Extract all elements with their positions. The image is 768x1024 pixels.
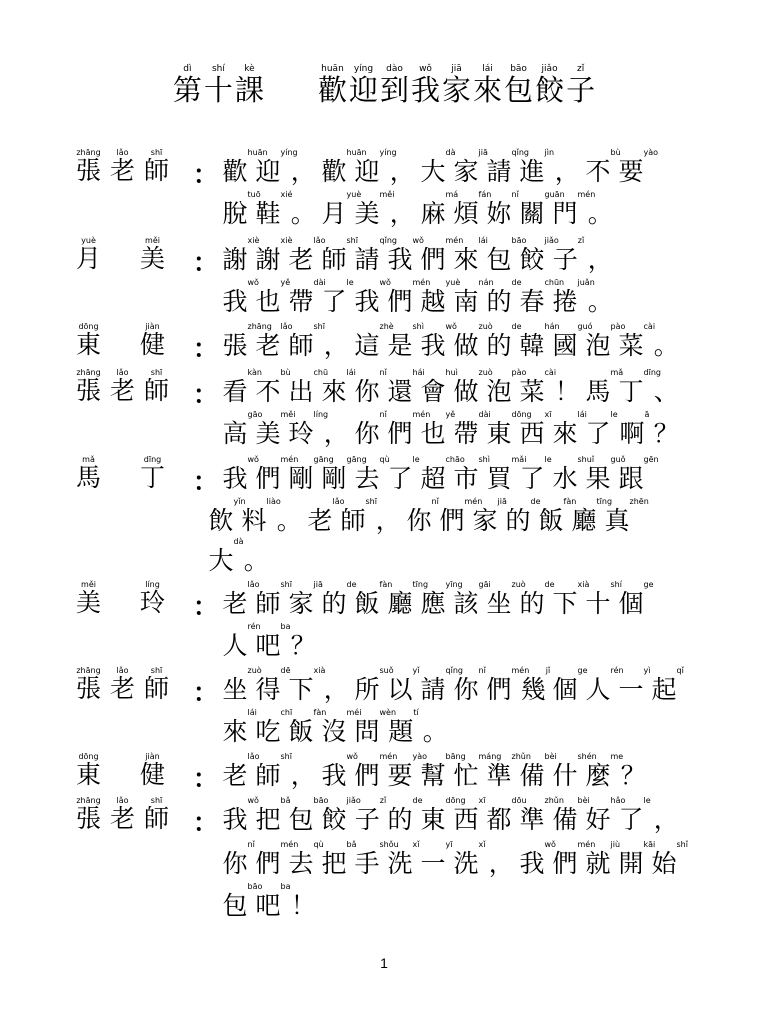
- line-char: ！: [290, 891, 316, 920]
- line-char: 我wǒ: [222, 796, 259, 834]
- speaker-colon: ：: [193, 248, 219, 277]
- line-char: ，: [290, 157, 316, 186]
- line-char: 老lǎo: [307, 497, 345, 535]
- line-char: 坐zuò: [486, 580, 526, 618]
- speaker-char: 美měi: [140, 236, 166, 273]
- line-char: 一yì: [618, 666, 651, 704]
- line-char: 看kàn: [222, 368, 262, 406]
- line-char: ，: [323, 419, 349, 448]
- line-char: 門mén: [552, 190, 596, 228]
- line-char: 們mén: [387, 278, 431, 316]
- speaker-name: [76, 148, 178, 187]
- line-char: 幫bāng: [420, 752, 466, 790]
- line-char: 鞋xié: [255, 190, 293, 228]
- speaker-char: 玲líng: [140, 580, 166, 617]
- line-char: 老lǎo: [222, 580, 260, 618]
- line-char: 我wǒ: [321, 752, 358, 790]
- line-char: 迎yíng: [255, 148, 298, 186]
- line-char: 準zhǔn: [519, 796, 564, 834]
- line-char: 們mén: [486, 666, 530, 704]
- dialogue-line: [222, 580, 654, 619]
- line-char: 丁dīng: [618, 368, 661, 406]
- line-char: 南nán: [453, 278, 494, 316]
- line-char: 師shī: [340, 497, 377, 535]
- title-char: 子zǐ: [566, 64, 596, 107]
- speaker-char: 丁dīng: [140, 455, 166, 492]
- dialogue-line: [222, 148, 659, 187]
- dialogue-line: [222, 708, 453, 747]
- line-char: 高gāo: [222, 410, 263, 448]
- line-char: 餃jiǎo: [519, 236, 559, 274]
- line-char: 就jiù: [585, 840, 621, 878]
- line-char: ，: [389, 199, 415, 228]
- line-char: 們mén: [354, 752, 398, 790]
- title-char: 歡huān: [317, 64, 347, 107]
- line-char: 脫tuō: [222, 190, 261, 228]
- line-char: 你nǐ: [354, 410, 387, 448]
- line-char: 得dē: [255, 666, 291, 704]
- line-char: 韓hán: [519, 322, 560, 360]
- line-char: 下xià: [288, 666, 326, 704]
- line-char: 不bù: [585, 148, 621, 186]
- line-char: 出chū: [288, 368, 329, 406]
- line-char: 做zuò: [453, 368, 493, 406]
- line-char: 了le: [321, 278, 354, 316]
- line-char: 菜cài: [618, 322, 656, 360]
- speaker-char: 師shī: [144, 368, 170, 405]
- speaker-colon: ：: [193, 467, 219, 496]
- speaker-name: [76, 322, 174, 361]
- line-char: 們mén: [255, 455, 299, 493]
- line-char: 的de: [486, 278, 522, 316]
- speaker-char: 老lǎo: [110, 666, 136, 703]
- line-char: ！: [554, 377, 580, 406]
- speaker-char: 張zhāng: [76, 148, 102, 185]
- line-char: 春chūn: [519, 278, 565, 316]
- speaker-char: 月yuè: [76, 236, 102, 273]
- line-char: 你nǐ: [354, 368, 387, 406]
- line-char: 關guān: [519, 190, 565, 228]
- line-char: 手shǒu: [354, 840, 399, 878]
- line-char: 洗xǐ: [387, 840, 420, 878]
- line-char: 包bāo: [288, 796, 329, 834]
- line-char: 請qǐng: [354, 236, 397, 274]
- title-char: 課kè: [234, 64, 264, 107]
- line-char: ，: [653, 805, 679, 834]
- line-char: 師shī: [321, 236, 358, 274]
- line-char: 。: [290, 199, 316, 228]
- lesson-title: [0, 64, 768, 109]
- speaker-char: 東dōng: [76, 322, 102, 359]
- line-char: 是shì: [387, 322, 424, 360]
- line-char: 這zhè: [354, 322, 394, 360]
- title-char: 第dì: [172, 64, 202, 107]
- title-char: 餃jiǎo: [535, 64, 565, 107]
- line-char: 東dōng: [486, 410, 532, 448]
- line-char: 子zǐ: [354, 796, 387, 834]
- speaker-name: [76, 455, 174, 494]
- dialogue-line: [222, 796, 684, 835]
- line-char: 備bèi: [552, 796, 590, 834]
- line-char: 所suǒ: [354, 666, 394, 704]
- speaker-char: 師shī: [144, 796, 170, 833]
- line-char: 妳nǐ: [486, 190, 519, 228]
- dialogue-line: [208, 497, 649, 536]
- line-char: 家jiā: [472, 497, 507, 535]
- line-char: 人rén: [585, 666, 624, 704]
- speaker-name: [76, 666, 178, 705]
- speaker-char: 張zhāng: [76, 666, 102, 703]
- dialogue-line: [208, 537, 274, 576]
- line-char: 該gāi: [453, 580, 491, 618]
- line-char: 大dà: [420, 148, 456, 186]
- line-char: 馬mǎ: [585, 368, 624, 406]
- line-char: ？: [653, 419, 679, 448]
- dialogue-line: [222, 752, 651, 791]
- title-gap: [265, 64, 317, 109]
- line-char: 一yī: [420, 840, 453, 878]
- line-char: 題tí: [388, 708, 419, 746]
- speaker-name: [76, 752, 174, 791]
- line-char: 應yīng: [420, 580, 463, 618]
- speaker-char: 東dōng: [76, 752, 102, 789]
- line-char: 真zhēn: [604, 497, 649, 535]
- line-char: 飯fàn: [288, 708, 327, 746]
- line-char: 了le: [585, 410, 618, 448]
- line-char: 越yuè: [420, 278, 461, 316]
- dialogue-line: [222, 236, 618, 275]
- line-char: 做zuò: [453, 322, 493, 360]
- line-char: 問wèn: [354, 708, 397, 746]
- speaker-colon: ：: [193, 380, 219, 409]
- line-char: 飯fàn: [538, 497, 577, 535]
- line-char: 我wǒ: [222, 455, 259, 493]
- line-char: 剛gāng: [288, 455, 334, 493]
- speaker-name: [76, 236, 174, 275]
- line-char: 師shī: [288, 322, 325, 360]
- line-char: 都dōu: [486, 796, 527, 834]
- speaker-name: [76, 796, 178, 835]
- line-char: 們mén: [387, 410, 431, 448]
- page-number: 1: [380, 955, 388, 971]
- line-char: 我wǒ: [387, 236, 424, 274]
- speaker-char: 老lǎo: [110, 368, 136, 405]
- speaker-colon: ：: [193, 592, 219, 621]
- line-char: 西xī: [453, 796, 486, 834]
- dialogue-line: [222, 666, 684, 705]
- line-char: 廳tīng: [571, 497, 613, 535]
- dialogue-line: [222, 190, 618, 229]
- line-char: 帶dài: [453, 410, 491, 448]
- line-char: 備bèi: [519, 752, 557, 790]
- line-char: 下xià: [552, 580, 590, 618]
- line-char: 張zhāng: [222, 322, 272, 360]
- line-char: 。: [276, 506, 302, 535]
- line-char: 洗xǐ: [453, 840, 486, 878]
- line-char: 什shén: [552, 752, 597, 790]
- line-char: 美měi: [354, 190, 395, 228]
- line-char: 們mén: [439, 497, 483, 535]
- title-char: 我wǒ: [411, 64, 441, 107]
- line-char: 我wǒ: [420, 322, 457, 360]
- dialogue-line: [222, 278, 618, 317]
- line-char: 麼me: [585, 752, 624, 790]
- line-char: 泡pào: [585, 322, 626, 360]
- line-char: 市shì: [453, 455, 490, 493]
- line-char: 。: [587, 199, 613, 228]
- line-char: 了le: [618, 796, 651, 834]
- line-char: 美měi: [255, 410, 296, 448]
- line-char: ，: [323, 331, 349, 360]
- line-char: 要yào: [618, 148, 659, 186]
- line-char: 來lái: [222, 708, 257, 746]
- line-char: 會huì: [420, 368, 458, 406]
- line-char: 把bǎ: [321, 840, 357, 878]
- line-char: 把bǎ: [255, 796, 291, 834]
- line-char: 個ge: [618, 580, 654, 618]
- line-char: 還hái: [387, 368, 425, 406]
- line-char: 的de: [505, 497, 541, 535]
- line-char: 捲juǎn: [552, 278, 595, 316]
- dialogue-line: [222, 368, 684, 407]
- line-char: 坐zuò: [222, 666, 262, 704]
- line-char: 。: [243, 546, 269, 575]
- line-char: 也yě: [255, 278, 291, 316]
- line-char: 國guó: [552, 322, 593, 360]
- line-char: 飲yǐn: [208, 497, 246, 535]
- line-char: 果guǒ: [585, 455, 626, 493]
- title-char: 來lái: [473, 64, 503, 107]
- line-char: 來lái: [321, 368, 356, 406]
- line-char: ，: [389, 157, 415, 186]
- line-char: 去qù: [354, 455, 390, 493]
- line-char: ，: [554, 157, 580, 186]
- line-char: 餃jiǎo: [321, 796, 361, 834]
- line-char: 起qǐ: [651, 666, 684, 704]
- line-char: 們mén: [420, 236, 464, 274]
- line-char: 東dōng: [420, 796, 466, 834]
- line-char: 忙máng: [453, 752, 502, 790]
- line-char: 師shī: [255, 752, 292, 790]
- line-char: 大dà: [208, 537, 244, 575]
- line-char: 要yào: [387, 752, 428, 790]
- speaker-colon: ：: [193, 160, 219, 189]
- line-char: 吧ba: [255, 622, 291, 660]
- line-char: 。: [587, 287, 613, 316]
- dialogue-line: [222, 622, 321, 661]
- speaker-name: [76, 368, 178, 407]
- line-char: 準zhǔn: [486, 752, 531, 790]
- line-char: 進jìn: [519, 148, 555, 186]
- line-char: 謝xiè: [222, 236, 260, 274]
- line-char: 我wǒ: [222, 278, 259, 316]
- line-char: 老lǎo: [288, 236, 326, 274]
- line-char: 開kāi: [618, 840, 656, 878]
- line-char: 你nǐ: [453, 666, 486, 704]
- line-char: 幾jǐ: [520, 666, 551, 704]
- line-char: 吧ba: [255, 882, 291, 920]
- line-char: 了le: [387, 455, 420, 493]
- speaker-colon: ：: [193, 334, 219, 363]
- speaker-colon: ：: [193, 678, 219, 707]
- line-char: 。: [422, 717, 448, 746]
- line-char: 不bù: [255, 368, 291, 406]
- speaker-char: 老lǎo: [110, 148, 136, 185]
- title-char: 到dào: [379, 64, 409, 107]
- line-char: 帶dài: [288, 278, 326, 316]
- line-char: 十shí: [585, 580, 622, 618]
- title-char: 家jiā: [442, 64, 472, 107]
- line-char: 歡huān: [222, 148, 268, 186]
- line-char: 家jiā: [453, 148, 488, 186]
- dialogue-line: [222, 840, 688, 879]
- line-char: 家jiā: [288, 580, 323, 618]
- title-char: 十shí: [203, 64, 233, 107]
- line-char: 們mén: [255, 840, 299, 878]
- line-char: ？: [290, 631, 316, 660]
- line-char: 吃chī: [255, 708, 293, 746]
- title-char: 包bāo: [504, 64, 534, 107]
- line-char: 的de: [519, 580, 555, 618]
- line-char: 謝xiè: [255, 236, 293, 274]
- dialogue-line: [222, 455, 659, 494]
- line-char: 師shī: [255, 580, 292, 618]
- line-char: 老lǎo: [255, 322, 293, 360]
- line-char: 我wǒ: [519, 840, 556, 878]
- line-char: 廳tīng: [387, 580, 429, 618]
- line-char: 我wǒ: [354, 278, 391, 316]
- line-char: 個ge: [552, 666, 588, 704]
- line-char: 菜cài: [519, 368, 557, 406]
- line-char: ？: [620, 761, 646, 790]
- speaker-char: 師shī: [144, 666, 170, 703]
- title-char: 迎yíng: [348, 64, 378, 107]
- line-char: 西xī: [519, 410, 552, 448]
- line-char: 歡huān: [321, 148, 367, 186]
- line-char: 們mén: [552, 840, 596, 878]
- dialogue-line: [222, 882, 321, 921]
- line-char: 好hǎo: [585, 796, 626, 834]
- line-char: 剛gāng: [321, 455, 367, 493]
- line-char: 的de: [387, 796, 423, 834]
- line-char: 玲líng: [288, 410, 329, 448]
- line-char: 請qǐng: [486, 148, 529, 186]
- dialogue-line: [222, 322, 684, 361]
- line-char: 、: [653, 377, 679, 406]
- line-char: 迎yíng: [354, 148, 397, 186]
- line-char: 麻má: [420, 190, 459, 228]
- line-char: 的de: [486, 322, 522, 360]
- line-char: ，: [323, 675, 349, 704]
- line-char: 了le: [519, 455, 552, 493]
- line-char: ，: [587, 245, 613, 274]
- line-char: 你nǐ: [222, 840, 255, 878]
- line-char: 去qù: [288, 840, 324, 878]
- speaker-char: 馬mǎ: [76, 455, 102, 492]
- speaker-char: 健jiàn: [140, 322, 166, 359]
- line-char: 煩fán: [453, 190, 492, 228]
- dialogue-line: [222, 410, 684, 449]
- line-char: 始shǐ: [651, 840, 688, 878]
- line-char: 超chāo: [420, 455, 465, 493]
- line-char: 你nǐ: [406, 497, 439, 535]
- line-char: ，: [290, 761, 316, 790]
- line-char: 也yě: [420, 410, 456, 448]
- speaker-char: 張zhāng: [76, 796, 102, 833]
- line-char: 老lǎo: [222, 752, 260, 790]
- line-char: 飯fàn: [354, 580, 393, 618]
- line-char: 人rén: [222, 622, 261, 660]
- line-char: 。: [653, 331, 679, 360]
- line-char: 的de: [321, 580, 357, 618]
- line-char: 跟gēn: [618, 455, 659, 493]
- line-char: 買mǎi: [486, 455, 527, 493]
- speaker-char: 老lǎo: [110, 796, 136, 833]
- line-char: 沒méi: [321, 708, 362, 746]
- line-char: 包bāo: [222, 882, 263, 920]
- line-char: 子zǐ: [552, 236, 585, 274]
- line-char: 水shuǐ: [552, 455, 595, 493]
- line-char: 來lái: [453, 236, 488, 274]
- line-char: ，: [488, 849, 514, 878]
- speaker-colon: ：: [193, 764, 219, 793]
- speaker-char: 師shī: [144, 148, 170, 185]
- line-char: 來lái: [552, 410, 587, 448]
- line-char: 料liào: [241, 497, 281, 535]
- line-char: 月yuè: [321, 190, 362, 228]
- line-char: ，: [375, 506, 401, 535]
- speaker-char: 美měi: [76, 580, 102, 617]
- line-char: 泡pào: [486, 368, 527, 406]
- speaker-colon: ：: [193, 808, 219, 837]
- line-char: 以yǐ: [387, 666, 420, 704]
- speaker-char: 健jiàn: [140, 752, 166, 789]
- line-char: 包bāo: [486, 236, 527, 274]
- speaker-char: 張zhāng: [76, 368, 102, 405]
- line-char: 請qǐng: [420, 666, 463, 704]
- line-char: 啊ā: [619, 410, 650, 448]
- speaker-name: [76, 580, 174, 619]
